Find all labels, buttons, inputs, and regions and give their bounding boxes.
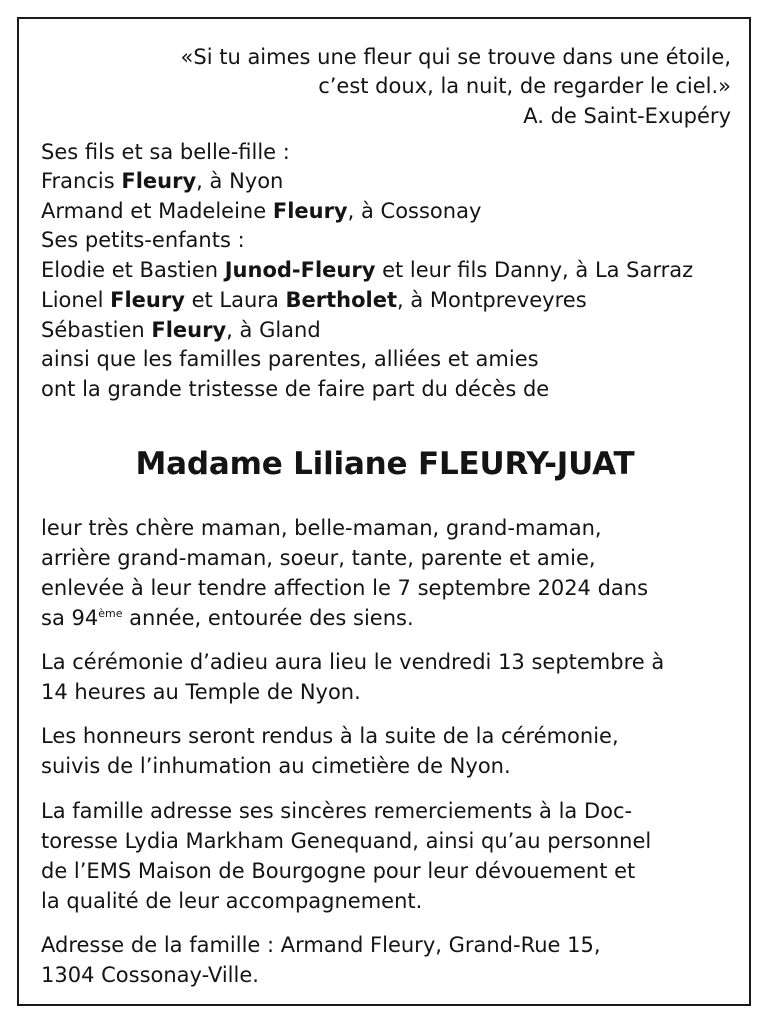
body-p2-line2: 14 heures au Temple de Nyon.	[41, 680, 361, 704]
sons-heading: Ses fils et sa belle-fille :	[41, 140, 290, 164]
deceased-name: Madame Liliane FLEURY-JUAT	[135, 446, 635, 482]
body-p1-line4: sa 94ème année, entourée des siens.	[41, 606, 414, 630]
body-p3-line2: suivis de l’inhumation au cimetière de Nyon.	[41, 754, 511, 778]
body-p1-line3: enlevée à leur tendre affection le 7 septembre 2024 dans	[41, 576, 649, 600]
body-p3-line1: Les honneurs seront rendus à la suite de la cérémonie,	[41, 724, 619, 748]
quote-line-2: c’est doux, la nuit, de regarder le ciel.»	[318, 74, 731, 98]
quote-line-1: «Si tu aimes une fleur qui se trouve dans une étoile,	[180, 45, 731, 69]
quote-author: A. de Saint-Exupéry	[523, 104, 731, 128]
family-line-grandchild2: Lionel Fleury et Laura Bertholet, à Montpreveyres	[41, 288, 587, 312]
family-line-grandchild1: Elodie et Bastien Junod-Fleury et leur fils Danny, à La Sarraz	[41, 258, 694, 282]
body-p1-line2: arrière grand-maman, soeur, tante, parente et amie,	[41, 546, 596, 570]
body-p4-line1: La famille adresse ses sincères remerciements à la Doc-	[41, 799, 633, 823]
body-p4-line2: toresse Lydia Markham Genequand, ainsi qu’au personnel	[41, 829, 652, 853]
body-p5-line2: 1304 Cossonay-Ville.	[41, 963, 259, 987]
body-p4-line3: de l’EMS Maison de Bourgogne pour leur dévouement et	[41, 859, 636, 883]
family-line-son2: Armand et Madeleine Fleury, à Cossonay	[41, 199, 482, 223]
body-p4-line4: la qualité de leur accompagnement.	[41, 889, 423, 913]
grandchildren-heading: Ses petits-enfants :	[41, 228, 245, 252]
family-line-grandchild3: Sébastien Fleury, à Gland	[41, 318, 321, 342]
announce-line: ont la grande tristesse de faire part du décès de	[41, 377, 550, 401]
body-p1-line1: leur très chère maman, belle-maman, grand-maman,	[41, 516, 602, 540]
relatives-line: ainsi que les familles parentes, alliées et amies	[41, 347, 539, 371]
family-line-son1: Francis Fleury, à Nyon	[41, 169, 284, 193]
body-p5-line1: Adresse de la famille : Armand Fleury, Grand-Rue 15,	[41, 933, 601, 957]
body-p2-line1: La cérémonie d’adieu aura lieu le vendredi 13 septembre à	[41, 650, 665, 674]
